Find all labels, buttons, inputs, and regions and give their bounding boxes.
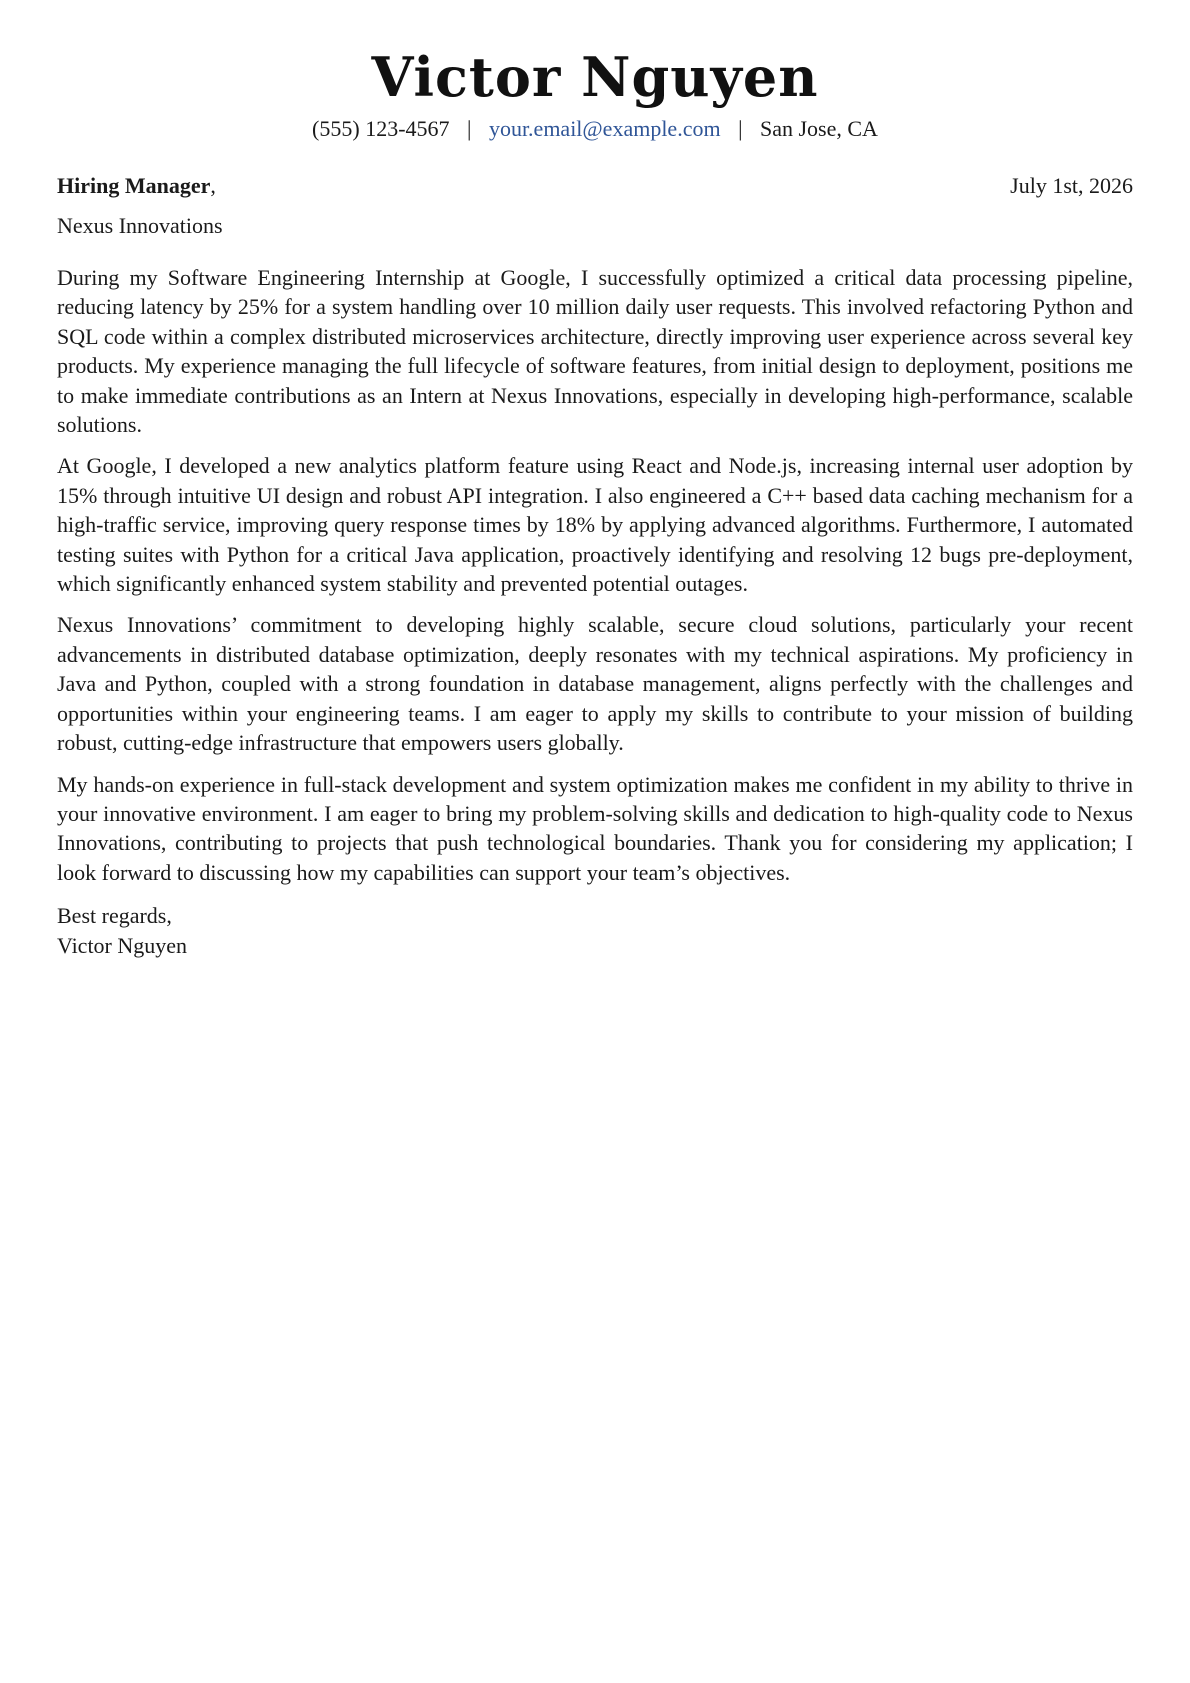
location: San Jose, CA: [759, 116, 878, 141]
closing-signature: Victor Nguyen: [57, 933, 188, 959]
recipient-company: Nexus Innovations: [57, 213, 223, 238]
recipient-suffix: ,: [210, 173, 216, 198]
closing-salutation: Best regards,: [57, 903, 172, 929]
letter-body: [57, 263, 1133, 887]
recipient-date-row: [57, 171, 1133, 201]
recipient-name: Hiring Manager: [57, 173, 211, 198]
recipient-line: [57, 171, 216, 201]
contact-line: [57, 114, 1133, 144]
email-link[interactable]: your.email@example.com: [488, 116, 721, 141]
body-paragraph: My hands-on experience in full-stack development and system optimization makes me confident in my ability to thrive in your innovative environment. I am eager to bring my problem-solving skills and dedication to high-quality code to Nexus Innovations, contributing to projects that push technological boundaries. Thank you for considering my application; I look forward to discussing how my capabilities can support your team’s objectives.: [57, 771, 1133, 885]
contact-separator: |: [738, 116, 743, 141]
letter-date: July 1st, 2026: [1010, 173, 1133, 198]
letter-header: [57, 40, 1133, 144]
letter-closing: [57, 901, 1133, 961]
body-paragraph: At Google, I developed a new analytics platform feature using React and Node.js, increasing internal user adoption by 15% through intuitive UI design and robust API integration. I also engineered a C++ based data caching mechanism for a high-traffic service, improving query response times by 18% by applying advanced algorithms. Furthermore, I automated testing suites with Python for a critical Java application, proactively identifying and resolving 12 bugs pre-deployment, which significantly enhanced system stability and prevented potential outages.: [57, 453, 1133, 597]
body-paragraph: During my Software Engineering Internship at Google, I successfully optimized a critical data processing pipeline, reducing latency by 25% for a system handling over 10 million daily user requests. This involved refactoring Python and SQL code within a complex distributed microservices architecture, directly improving user experience across several key products. My experience managing the full lifecycle of software features, from initial design to deployment, positions me to make immediate contributions as an Intern at Nexus Innovations, especially in developing high-performance, scalable solutions.: [57, 265, 1133, 438]
contact-separator: |: [467, 116, 472, 141]
body-paragraph: Nexus Innovations’ commitment to developing highly scalable, secure cloud solutions, particularly your recent advancements in distributed database optimization, deeply resonates with my technical aspirations. My proficiency in Java and Python, coupled with a strong foundation in database management, aligns perfectly with the challenges and opportunities within your engineering teams. I am eager to apply my skills to contribute to your mission of building robust, cutting-edge infrastructure that empowers users globally.: [57, 612, 1133, 756]
sender-name: Victor Nguyen: [371, 45, 819, 109]
phone-number: (555) 123-4567: [312, 116, 450, 141]
